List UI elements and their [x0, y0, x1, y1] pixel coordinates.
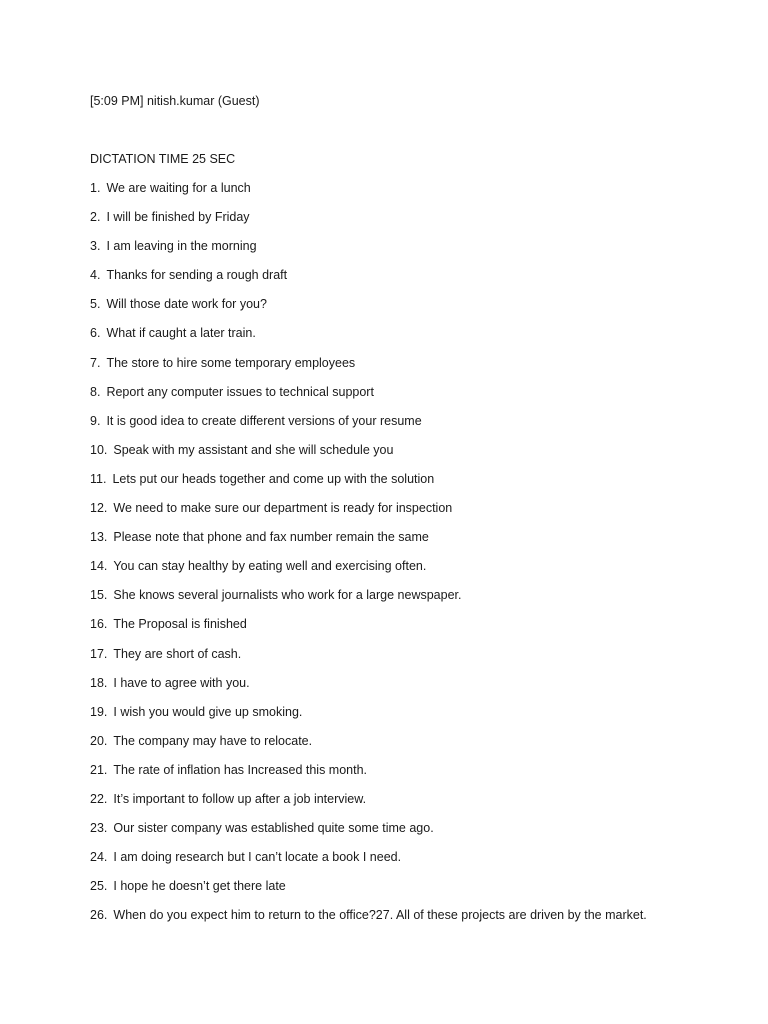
list-item-text: She knows several journalists who work for a large newspaper. [113, 588, 462, 603]
list-item-text: It is good idea to create different versions of your resume [106, 413, 422, 428]
list-item-text: Our sister company was established quite some time ago. [113, 821, 434, 836]
list-item [90, 470, 750, 488]
list-item-number: 10. [90, 442, 108, 457]
list-item [90, 208, 750, 226]
list-item [90, 877, 750, 895]
list-item-number: 1. [90, 181, 101, 195]
list-item [90, 354, 750, 372]
list-item-text: They are short of cash. [113, 646, 242, 661]
list-item-number: 11. [90, 471, 107, 486]
list-item-text: I will be finished by Friday [106, 210, 250, 225]
list-item-text: Lets put our heads together and come up with the solution [112, 471, 435, 486]
list-item [90, 586, 750, 604]
list-item [90, 237, 750, 255]
list-item [90, 557, 750, 575]
list-item-number: 15. [90, 588, 108, 603]
list-item-text: Speak with my assistant and she will schedule you [113, 442, 394, 457]
list-item-text: I hope he doesn’t get there late [113, 879, 286, 894]
section-title: DICTATION TIME 25 SEC [90, 152, 236, 166]
list-item-text: The rate of inflation has Increased this month. [113, 762, 368, 777]
list-item-text: It’s important to follow up after a job interview. [113, 791, 367, 806]
list-item [90, 848, 750, 866]
list-item-text: You can stay healthy by eating well and exercising often. [113, 559, 427, 574]
message-header: [5:09 PM] nitish.kumar (Guest) [90, 94, 260, 108]
list-item [90, 383, 750, 401]
list-item [90, 790, 750, 808]
list-item-number: 18. [90, 675, 108, 690]
list-item-number: 22. [90, 791, 108, 806]
list-item-text: I have to agree with you. [113, 675, 250, 690]
list-item-number: 8. [90, 384, 101, 399]
list-item-number: 20. [90, 733, 108, 748]
list-item-text: Thanks for sending a rough draft [106, 268, 288, 283]
list-item-number: 25. [90, 879, 108, 894]
list-item-text: When do you expect him to return to the office?27. All of these projects are driven by the market. [113, 908, 647, 923]
list-item [90, 179, 750, 197]
list-item-number: 6. [90, 326, 101, 341]
list-item-number: 13. [90, 530, 108, 545]
list-item-number: 17. [90, 646, 108, 661]
list-item [90, 441, 750, 459]
list-item-text: Please note that phone and fax number remain the same [113, 530, 429, 545]
list-item [90, 732, 750, 750]
list-item [90, 645, 750, 663]
list-item [90, 412, 750, 430]
list-item-text: We are waiting for a lunch [106, 181, 251, 195]
list-item-text: The store to hire some temporary employees [106, 355, 356, 370]
list-item [90, 906, 750, 924]
list-item [90, 528, 750, 546]
list-item-number: 4. [90, 268, 101, 283]
list-item [90, 761, 750, 779]
sentence-list [90, 179, 750, 924]
list-item-number: 16. [90, 617, 108, 632]
list-item [90, 615, 750, 633]
list-item-number: 9. [90, 413, 101, 428]
list-item [90, 703, 750, 721]
list-item-number: 2. [90, 210, 101, 225]
list-item-text: Report any computer issues to technical support [106, 384, 374, 399]
list-item-text: I wish you would give up smoking. [113, 704, 303, 719]
list-item [90, 324, 750, 342]
list-item-text: What if caught a later train. [106, 326, 256, 341]
list-item-number: 14. [90, 559, 108, 574]
list-item-number: 23. [90, 821, 108, 836]
list-item [90, 295, 750, 313]
list-item-number: 3. [90, 239, 101, 254]
list-item [90, 674, 750, 692]
list-item-number: 21. [90, 762, 108, 777]
list-item [90, 499, 750, 517]
list-item-number: 5. [90, 297, 101, 312]
list-item-text: We need to make sure our department is ready for inspection [113, 501, 453, 516]
list-item-number: 12. [90, 501, 108, 516]
list-item-number: 26. [90, 908, 108, 923]
list-item-number: 19. [90, 704, 108, 719]
list-item [90, 266, 750, 284]
document-content [90, 92, 750, 935]
list-item-text: I am leaving in the morning [106, 239, 257, 254]
list-item [90, 819, 750, 837]
list-item-text: The company may have to relocate. [113, 733, 313, 748]
list-item-number: 7. [90, 355, 101, 370]
list-item-number: 24. [90, 850, 108, 865]
list-item-text: I am doing research but I can’t locate a book I need. [113, 850, 402, 865]
list-item-text: The Proposal is finished [113, 617, 247, 632]
list-item-text: Will those date work for you? [106, 297, 267, 312]
